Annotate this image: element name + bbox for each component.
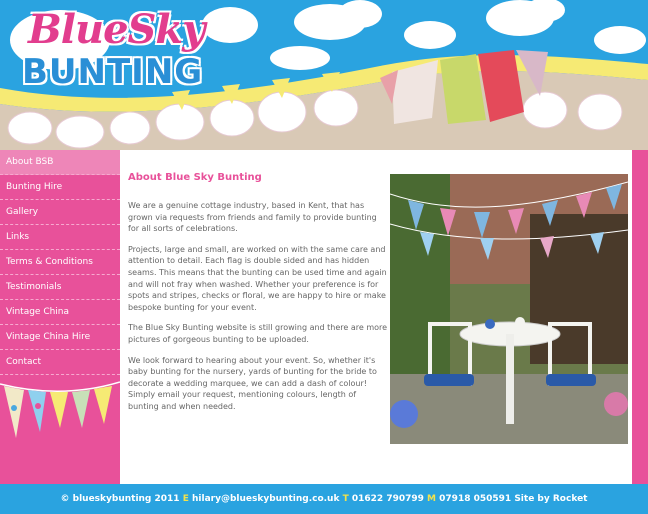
nav-item-terms[interactable]: Terms & Conditions (0, 250, 120, 275)
garden-bunting-photo (390, 174, 628, 444)
main-content (120, 150, 632, 484)
nav-item-contact[interactable]: Contact (0, 350, 120, 375)
page-title: About Blue Sky Bunting (128, 172, 262, 183)
bunting-decoration (0, 380, 120, 450)
right-border-strip (632, 150, 648, 484)
paragraph: The Blue Sky Bunting website is still growing and there are more pictures of gorgeous bunting to be uploaded. (128, 323, 388, 344)
footer-mobile: 07918 050591 (439, 494, 512, 504)
footer-phone: 01622 790799 (351, 494, 424, 504)
footer-credit-link[interactable]: Site by Rocket (514, 494, 588, 504)
paragraph: Projects, large and small, are worked on with the same care and attention to detail. Each flag is double sided and has hidden seams. This means that the bunting can be used time and again and will not fray when washed. Whether your preference is for spots and stripes, checks or floral, we are happy to hire or make bespoke bunting for your event. (128, 244, 387, 312)
nav-item-about[interactable]: About BSB (0, 150, 120, 175)
nav-item-bunting-hire[interactable]: Bunting Hire (0, 175, 120, 200)
site-footer (0, 484, 648, 514)
footer-email-link[interactable]: hilary@blueskybunting.co.uk (192, 494, 340, 504)
footer-email-label: E (182, 494, 189, 504)
footer-mobile-label: M (427, 494, 437, 504)
sidebar-nav (0, 150, 120, 484)
nav-item-vintage-china-hire[interactable]: Vintage China Hire (0, 325, 120, 350)
nav-item-vintage-china[interactable]: Vintage China (0, 300, 120, 325)
header-banner (0, 0, 648, 150)
nav-item-gallery[interactable]: Gallery (0, 200, 120, 225)
paragraph: We are a genuine cottage industry, based in Kent, that has grown via requests from friends and family to provide bunting for all sorts of celebrations. (128, 201, 377, 234)
footer-phone-label: T (342, 494, 349, 504)
logo-text-bunting: BUNTING (22, 52, 204, 92)
site-logo[interactable] (22, 6, 205, 96)
logo-text-bluesky: BlueSky (28, 6, 205, 53)
about-text (128, 200, 388, 422)
footer-copyright: © blueskybunting 2011 (60, 494, 180, 504)
nav-item-links[interactable]: Links (0, 225, 120, 250)
nav-item-testimonials[interactable]: Testimonials (0, 275, 120, 300)
paragraph: We look forward to hearing about your event. So, whether it's baby bunting for the nursery, yards of bunting for the bride to decorate a wedding marquee, we can add a dash of colour! Simply email your request, mentioning colours, length of bunting and when needed. (128, 355, 377, 411)
